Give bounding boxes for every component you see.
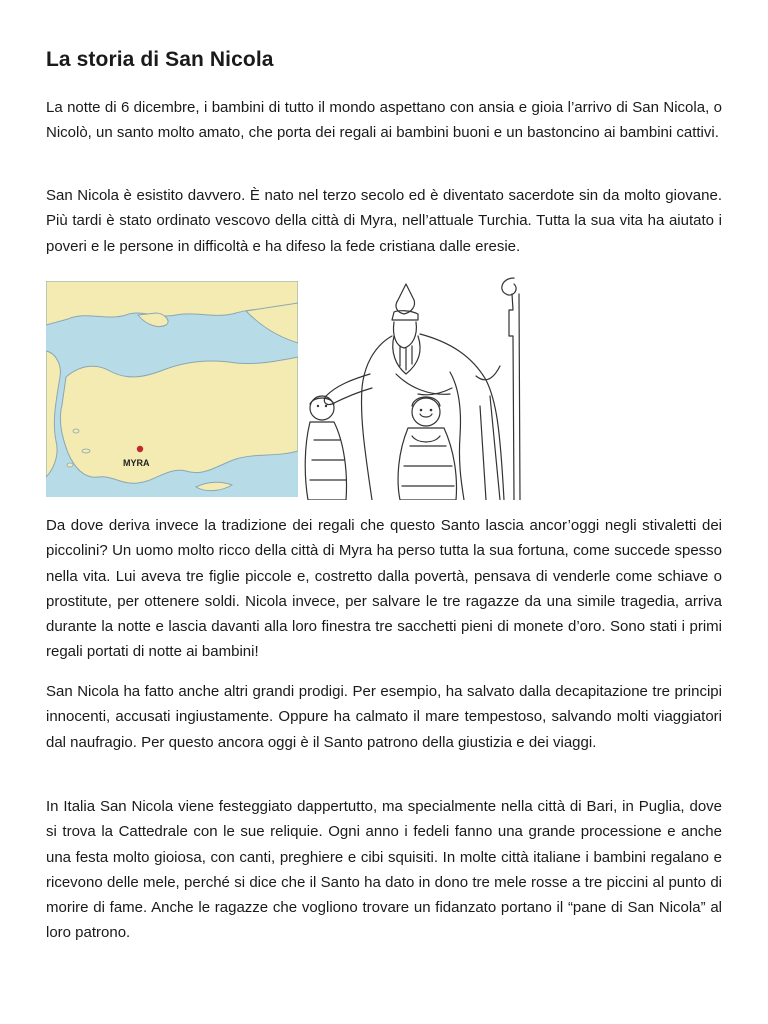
mitre-band <box>392 311 418 320</box>
map-island <box>82 449 90 453</box>
mitre <box>396 284 415 314</box>
robe-lines <box>480 396 500 500</box>
hand-staff <box>476 366 500 380</box>
child-right-eye <box>420 409 423 412</box>
child-left-body <box>305 422 346 500</box>
map-island <box>67 463 73 467</box>
child-right-body <box>398 428 456 500</box>
crozier-staff <box>509 294 514 500</box>
page-title: La storia di San Nicola <box>46 48 274 71</box>
child-right-head <box>412 398 440 426</box>
robe-fold <box>396 374 450 394</box>
face <box>393 322 416 348</box>
cape-right <box>420 334 504 500</box>
child-right-eye <box>430 409 433 412</box>
map-island <box>73 429 79 433</box>
beard-lines <box>400 346 412 370</box>
paragraph-biography: San Nicola è esistito davvero. È nato nel terzo secolo ed è diventato sacerdote sin da molto giovane. Più tardi è stato ordinato vescovo della città di Myra, nell’attuale Turchia. Tutta la sua vita ha aiutato i poveri e le persone in difficoltà e ha difeso la fede cristiana dalle eresie. <box>46 187 722 255</box>
crozier-head <box>502 278 516 295</box>
child-right-smile <box>420 414 432 417</box>
san-nicola-drawing <box>300 276 546 500</box>
child-left-eye <box>325 405 327 407</box>
myra-marker <box>137 446 143 452</box>
child-right-pattern <box>402 446 454 486</box>
child-left-pattern <box>310 440 346 480</box>
paragraph-intro: La notte di 6 dicembre, i bambini di tutto il mondo aspettano con ansia e gioia l’arrivo di San Nicola, o Nicolò, un santo molto amato, che porta dei regali ai bambini buoni e un bastoncino ai bambini cattivi. <box>46 99 722 142</box>
myra-map-image <box>46 281 298 497</box>
myra-label: MYRA <box>123 458 150 468</box>
child-left-eye <box>317 405 319 407</box>
child-right-collar <box>412 436 440 442</box>
paragraph-gifts-tradition: Da dove deriva invece la tradizione dei regali che questo Santo lascia ancor’oggi negli stivaletti dei piccolini? Un uomo molto ricco della città di Myra ha perso tutta la sua fortuna, come succede spesso nella vita. Lui aveva tre figlie piccole e, costretto dalla povertà, pensava di venderle come schiave o prostitute, per ottenere soldi. Nicola invece, per salvare le tre ragazze da una simile tragedia, arriva durante la notte e lascia davanti alla loro finestra tre sacchetti pieni di monete d’oro. Sono stati i primi regali portati di notte ai bambini! <box>46 517 722 661</box>
paragraph-italy-celebration: In Italia San Nicola viene festeggiato dappertutto, ma specialmente nella città di Bari, in Puglia, dove si trova la Cattedrale con le sue reliquie. Ogni anno i fedeli fanno una grande processione e anche una festa molto gioiosa, con canti, preghiere e cibi squisiti. In molte città italiane i bambini regalano e ricevono delle mele, perché si dice che il Santo ha dato in dono tre mele rosse a tre piccini al punto di morire di fame. Anche le ragazze che vogliono trovare un fidanzato portano il “pane di San Nicola” al loro patrono. <box>46 798 722 942</box>
cape-left <box>361 336 392 500</box>
crozier-staff-edge <box>519 294 520 500</box>
paragraph-miracles: San Nicola ha fatto anche altri grandi prodigi. Per esempio, ha salvato dalla decapitazione tre principi innocenti, accusati ingiustamente. Oppure ha calmato il mare tempestoso, salvando molti viaggiatori dal naufragio. Per questo ancora oggi è il Santo patrono della giustizia e dei viaggi. <box>46 683 722 751</box>
